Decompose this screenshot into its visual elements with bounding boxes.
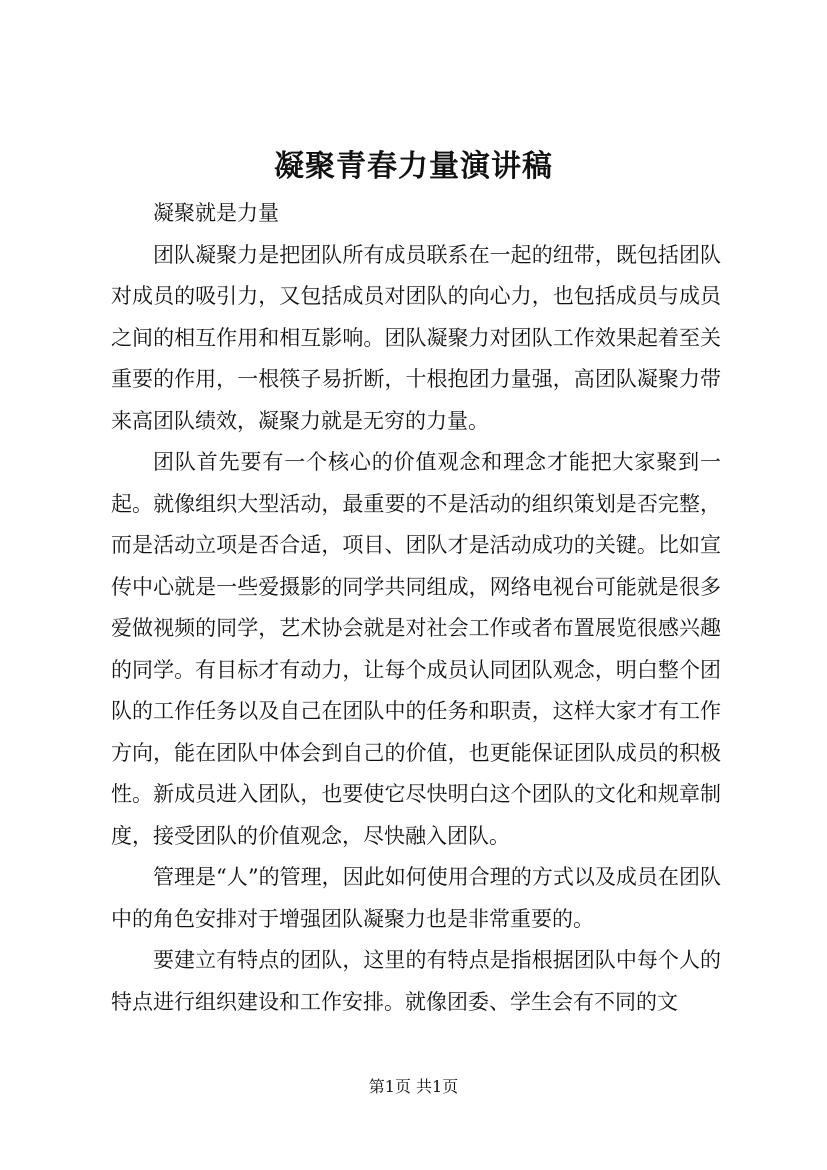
document-title: 凝聚青春力量演讲稿: [274, 149, 553, 184]
page-footer: 第1页 共1页: [368, 1077, 459, 1096]
paragraph: 管理是“人”的管理，因此如何使用合理的方式以及成员在团队中的角色安排对于增强团队凝聚力也是非常重要的。: [111, 865, 721, 931]
paragraph: 团队凝聚力是把团队所有成员联系在一起的纽带，既包括团队对成员的吸引力，又包括成员对团队的向心力，也包括成员与成员之间的相互作用和相互影响。团队凝聚力对团队工作效果起着至关重要的作用，一根筷子易折断，十根抱团力量强，高团队凝聚力带来高团队绩效，凝聚力就是无穷的力量。: [111, 242, 721, 433]
paragraph: 团队首先要有一个核心的价值观念和理念才能把大家聚到一起。就像组织大型活动，最重要的不是活动的组织策划是否完整，而是活动立项是否合适，项目、团队才是活动成功的关键。比如宣传中心就是一些爱摄影的同学共同组成，网络电视台可能就是很多爱做视频的同学，艺术协会就是对社会工作或者布置展览很感兴趣的同学。有目标才有动力，让每个成员认同团队观念，明白整个团队的工作任务以及自己在团队中的任务和职责，这样大家才有工作方向，能在团队中体会到自己的价值，也更能保证团队成员的积极性。新成员进入团队，也要使它尽快明白这个团队的文化和规章制度，接受团队的价值观念，尽快融入团队。: [111, 450, 721, 848]
paragraph: 凝聚就是力量: [153, 201, 279, 225]
paragraph: 要建立有特点的团队，这里的有特点是指根据团队中每个人的特点进行组织建设和工作安排。就像团委、学生会有不同的文: [111, 948, 721, 1014]
document-body: [111, 193, 721, 1023]
